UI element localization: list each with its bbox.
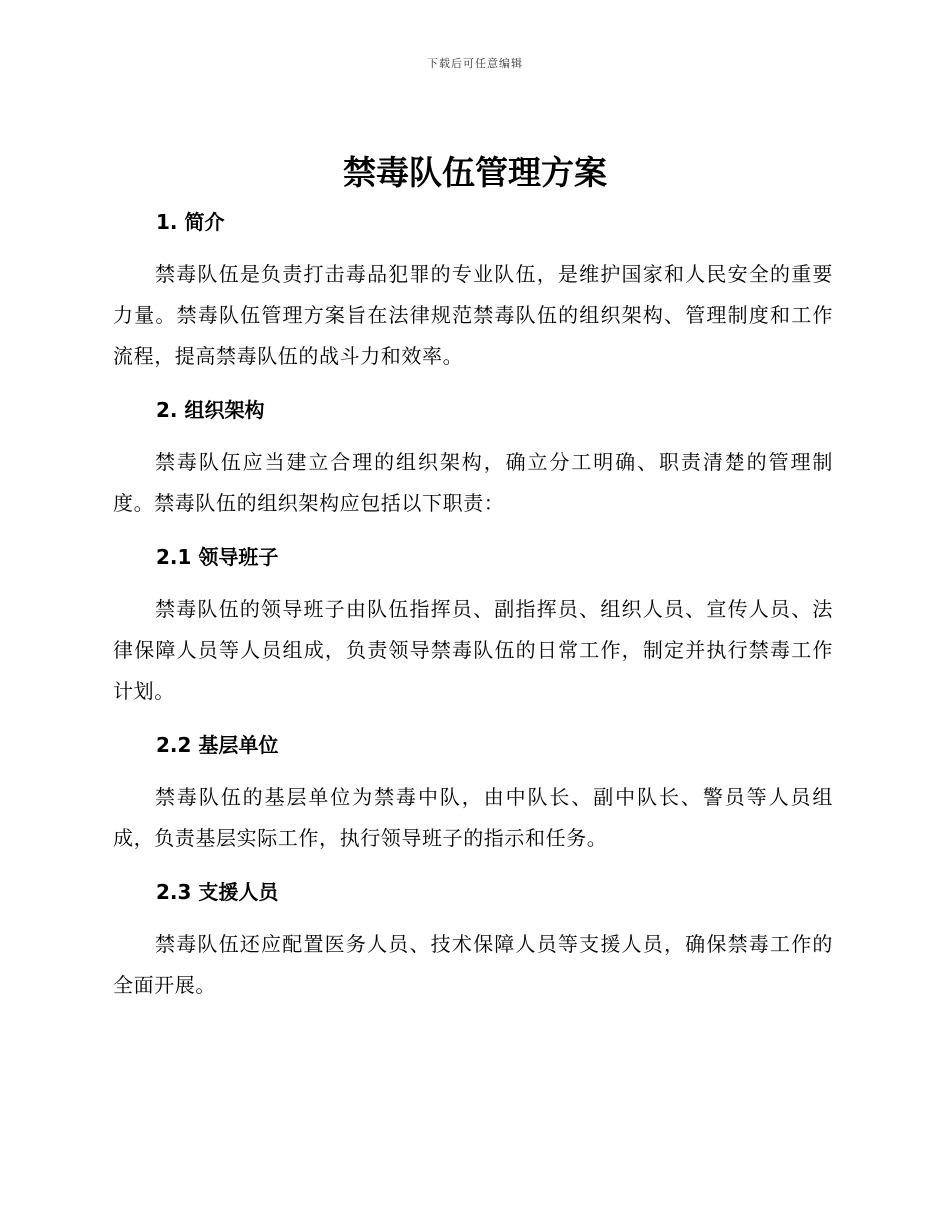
section-paragraph: 禁毒队伍的领导班子由队伍指挥员、副指挥员、组织人员、宣传人员、法律保障人员等人员组成，负责领导禁毒队伍的日常工作，制定并执行禁毒工作计划。	[113, 597, 833, 703]
header-note: 下载后可任意编辑	[427, 57, 523, 70]
document-body	[113, 202, 833, 1019]
section-leadership	[113, 537, 833, 712]
section-paragraph: 禁毒队伍的基层单位为禁毒中队，由中队长、副中队长、警员等人员组成，负责基层实际工作，执行领导班子的指示和任务。	[113, 785, 833, 850]
section-grassroots-units	[113, 725, 833, 859]
section-paragraph: 禁毒队伍还应配置医务人员、技术保障人员等支援人员，确保禁毒工作的全面开展。	[113, 932, 833, 997]
section-organization	[113, 390, 833, 524]
section-heading: 2.1 领导班子	[156, 545, 279, 569]
section-support-staff	[113, 872, 833, 1006]
document-title: 禁毒队伍管理方案	[343, 153, 607, 192]
section-heading: 2.2 基层单位	[156, 733, 279, 757]
section-paragraph: 禁毒队伍是负责打击毒品犯罪的专业队伍，是维护国家和人民安全的重要力量。禁毒队伍管理方案旨在法律规范禁毒队伍的组织架构、管理制度和工作流程，提高禁毒队伍的战斗力和效率。	[113, 262, 833, 368]
section-heading: 2.3 支援人员	[156, 880, 279, 904]
section-intro	[113, 202, 833, 377]
section-heading: 2. 组织架构	[156, 398, 265, 422]
section-heading: 1. 简介	[156, 210, 225, 234]
section-paragraph: 禁毒队伍应当建立合理的组织架构，确立分工明确、职责清楚的管理制度。禁毒队伍的组织架构应包括以下职责：	[113, 450, 833, 515]
